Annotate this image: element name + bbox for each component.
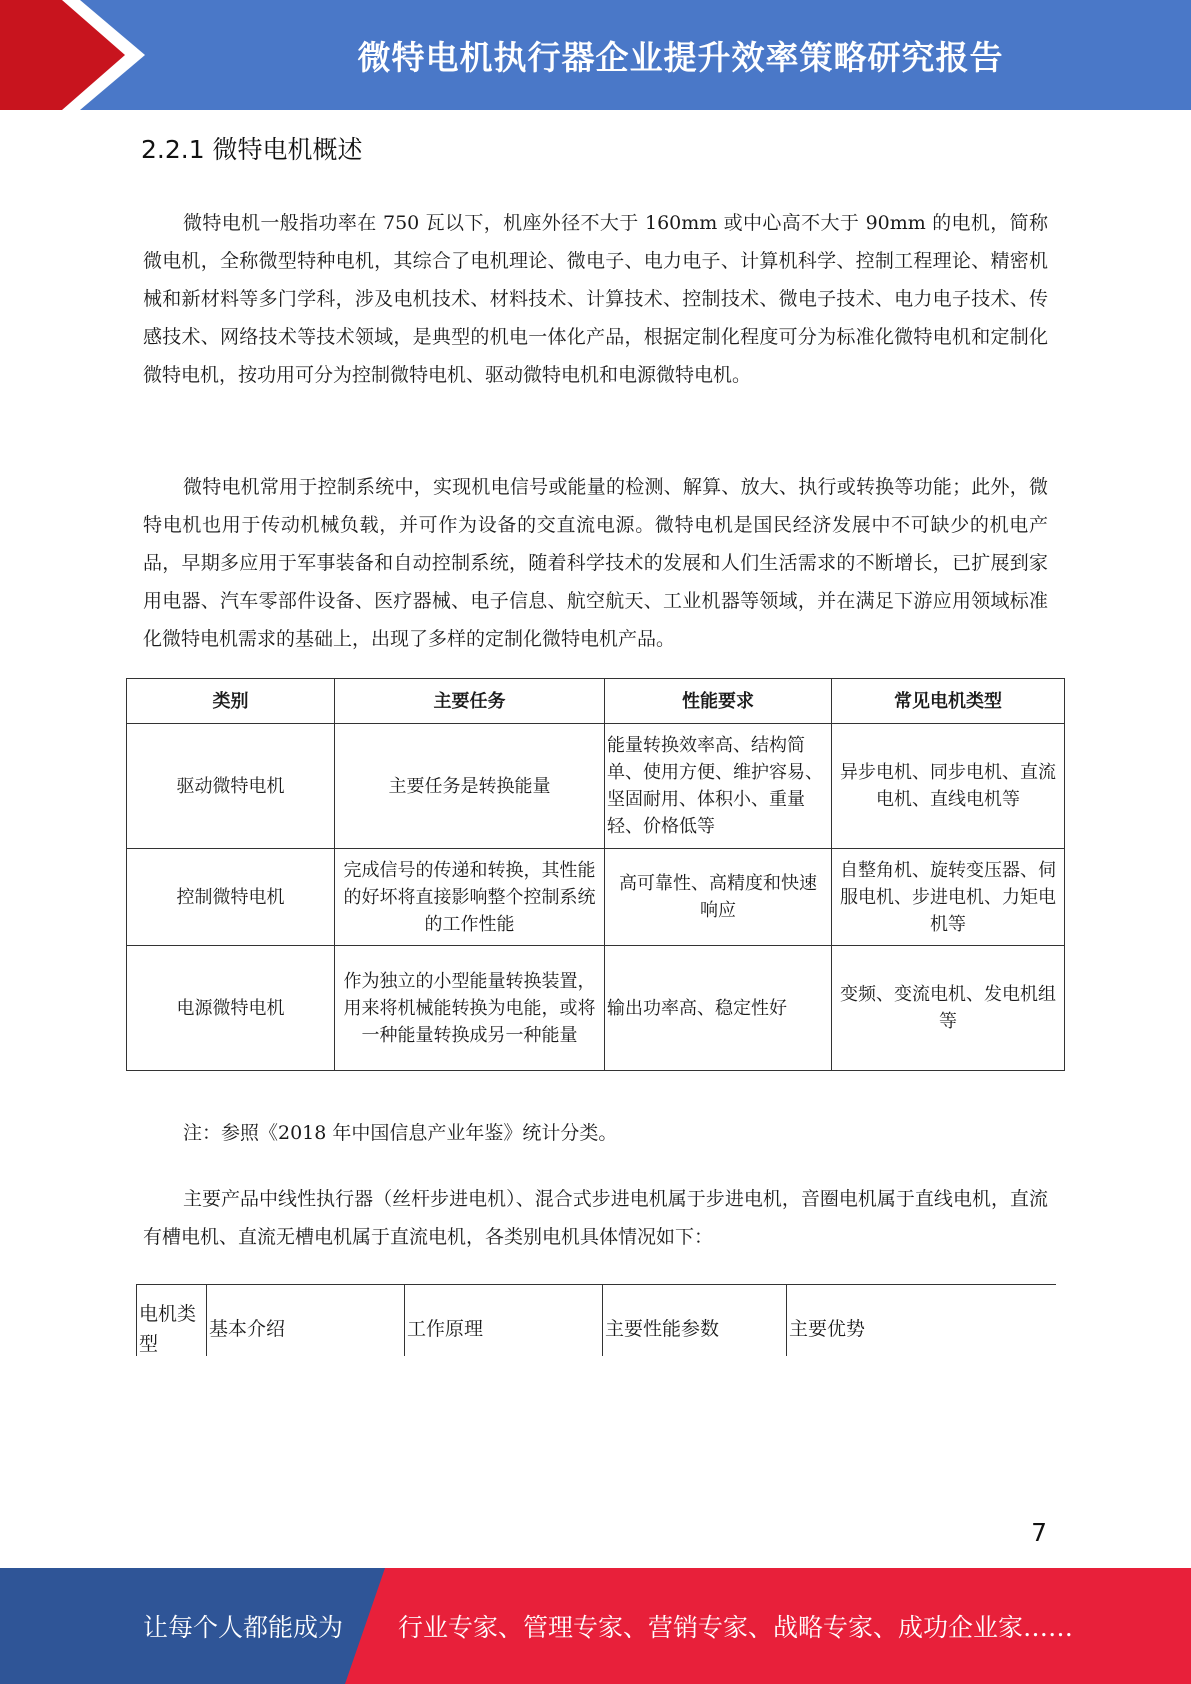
paragraph-overview: 微特电机一般指功率在 750 瓦以下，机座外径不大于 160mm 或中心高不大于 90mm 的电机，简称微电机，全称微型特种电机，其综合了电机理论、微电子、电力电子、计算机科学、控制工程理论、精密机械和新材料等多门学科，涉及电机技术、材料技术、计算技术、控制技术、微电子技术、电力电子技术、传感技术、网络技术等技术领域，是典型的机电一体化产品，根据定制化程度可分为标准化微特电机和定制化微特电机，按功用可分为控制微特电机、驱动微特电机和电源微特电机。 (143, 212, 1048, 386)
motor-category-table (126, 678, 1065, 1071)
table-cell: 主要任务是转换能量 (335, 724, 605, 849)
table-header-row (137, 1285, 1057, 1357)
footer-slogan-left: 让每个人都能成为 (143, 1613, 344, 1642)
header-arrow-decoration (0, 0, 160, 110)
table-cell: 作为独立的小型能量转换装置，用来将机械能转换为电能，或将一种能量转换成另一种能量 (335, 946, 605, 1071)
paragraph-applications: 微特电机常用于控制系统中，实现机电信号或能量的检测、解算、放大、执行或转换等功能；此外，微特电机也用于传动机械负载，并可作为设备的交直流电源。微特电机是国民经济发展中不可缺少的机电产品，早期多应用于军事装备和自动控制系统，随着科学技术的发展和人们生活需求的不断增长，已扩展到家用电器、汽车零部件设备、医疗器械、电子信息、航空航天、工业机器等领域，并在满足下游应用领域标准化微特电机需求的基础上，出现了多样的定制化微特电机产品。 (143, 476, 1048, 650)
header-main-parameters: 主要性能参数 (603, 1285, 787, 1357)
header-banner (0, 0, 1191, 110)
table-cell: 变频、变流电机、发电机组等 (832, 946, 1065, 1071)
report-title: 微特电机执行器企业提升效率策略研究报告 (357, 37, 1004, 77)
header-main-advantages: 主要优势 (787, 1285, 1057, 1357)
footer-banner (0, 1568, 1191, 1684)
table-cell: 完成信号的传递和转换，其性能的好坏将直接影响整个控制系统的工作性能 (335, 849, 605, 946)
table-header-row (127, 679, 1065, 724)
table-cell: 自整角机、旋转变压器、伺服电机、步进电机、力矩电机等 (832, 849, 1065, 946)
header-motor-type: 电机类型 (137, 1285, 207, 1357)
table-cell: 输出功率高、稳定性好 (605, 946, 832, 1071)
table-row (127, 849, 1065, 946)
header-performance: 性能要求 (605, 679, 832, 724)
table-note: 注：参照《2018 年中国信息产业年鉴》统计分类。 (183, 1122, 618, 1144)
header-basic-intro: 基本介绍 (207, 1285, 405, 1357)
table-cell: 控制微特电机 (127, 849, 335, 946)
header-main-task: 主要任务 (335, 679, 605, 724)
motor-detail-table-wrapper (136, 1284, 1056, 1356)
section-heading: 2.2.1 微特电机概述 (141, 135, 363, 164)
header-category: 类别 (127, 679, 335, 724)
header-motor-types: 常见电机类型 (832, 679, 1065, 724)
table-cell: 能量转换效率高、结构简单、使用方便、维护容易、坚固耐用、体积小、重量轻、价格低等 (605, 724, 832, 849)
table-cell: 异步电机、同步电机、直流电机、直线电机等 (832, 724, 1065, 849)
header-working-principle: 工作原理 (405, 1285, 603, 1357)
page-number: 7 (1031, 1518, 1047, 1547)
table-cell: 高可靠性、高精度和快速响应 (605, 849, 832, 946)
motor-detail-table (136, 1284, 1056, 1356)
table-cell: 驱动微特电机 (127, 724, 335, 849)
paragraph-product-intro: 主要产品中线性执行器（丝杆步进电机）、混合式步进电机属于步进电机，音圈电机属于直线电机，直流有槽电机、直流无槽电机属于直流电机，各类别电机具体情况如下： (143, 1188, 1048, 1248)
table-row (127, 724, 1065, 849)
table-cell: 电源微特电机 (127, 946, 335, 1071)
table-row (127, 946, 1065, 1071)
footer-slogan-right: 行业专家、管理专家、营销专家、战略专家、成功企业家…… (398, 1613, 1074, 1642)
